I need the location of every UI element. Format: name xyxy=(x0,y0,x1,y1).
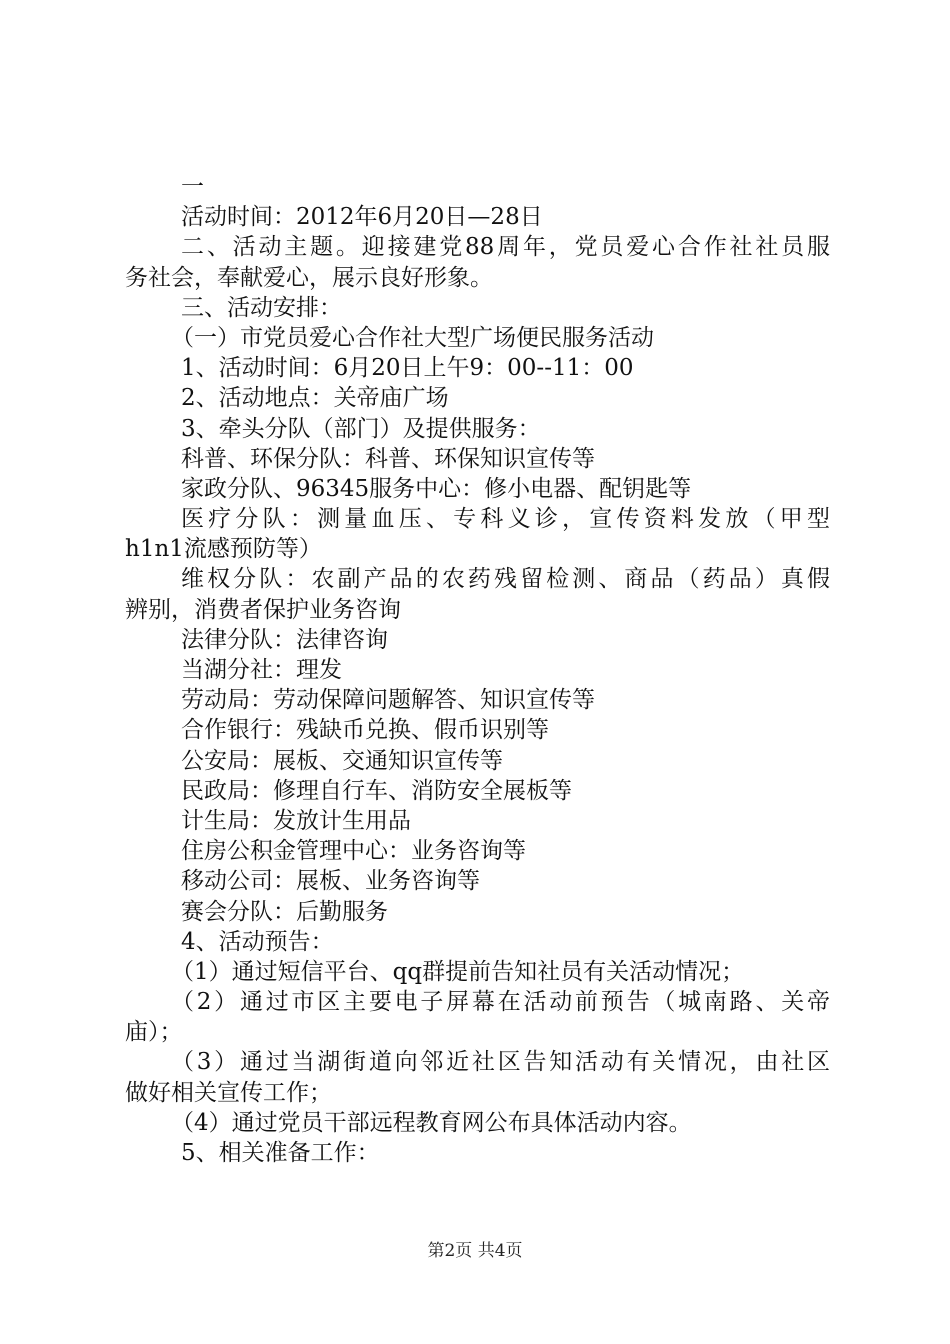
service-item: 法律分队：法律咨询 xyxy=(181,626,388,653)
service-item: 家政分队、96345服务中心：修小电器、配钥匙等 xyxy=(181,475,692,502)
text-line: 1、活动时间：6月20日上午9：00--11：00 xyxy=(181,355,634,382)
subsection-heading: （一）市党员爱心合作社大型广场便民服务活动 xyxy=(171,324,654,351)
service-item: 当湖分社：理发 xyxy=(181,657,342,683)
text-line: 5、相关准备工作： xyxy=(181,1140,380,1166)
service-item: 计生局：发放计生用品 xyxy=(181,807,411,834)
activity-theme-line: 二、活动主题。迎接建党88周年，党员爱心合作社社员服 xyxy=(181,234,830,261)
text-line: 4、活动预告： xyxy=(181,928,334,955)
document-body xyxy=(125,172,830,1168)
service-item: 移动公司：展板、业务咨询等 xyxy=(181,868,480,895)
text-line: h1n1流感预防等） xyxy=(125,536,322,563)
text-line: 2、活动地点：关帝庙广场 xyxy=(181,385,449,412)
notice-item: （3）通过当湖街道向邻近社区告知活动有关情况，由社区 xyxy=(171,1049,830,1076)
notice-item: （2）通过市区主要电子屏幕在活动前预告（城南路、关帝 xyxy=(171,989,830,1016)
page-footer: 第2页 共4页 xyxy=(427,1241,523,1261)
text-line: 3、牵头分队（部门）及提供服务： xyxy=(181,415,541,442)
section-heading: 三、活动安排： xyxy=(181,294,342,321)
text-line: 辨别，消费者保护业务咨询 xyxy=(125,596,401,623)
service-item: 合作银行：残缺币兑换、假币识别等 xyxy=(181,717,549,744)
text-line: 做好相关宣传工作； xyxy=(125,1079,332,1106)
text-line: 庙）； xyxy=(125,1019,183,1046)
service-item: 维权分队：农副产品的农药残留检测、商品（药品）真假 xyxy=(181,566,830,593)
text-line: 一 xyxy=(181,174,204,200)
service-item: 科普、环保分队：科普、环保知识宣传等 xyxy=(181,445,595,472)
notice-item: （4）通过党员干部远程教育网公布具体活动内容。 xyxy=(171,1109,692,1136)
service-item: 民政局：修理自行车、消防安全展板等 xyxy=(181,777,572,804)
text-line: 务社会，奉献爱心，展示良好形象。 xyxy=(125,264,493,291)
activity-time-line: 活动时间：2012年6月20日—28日 xyxy=(181,204,543,231)
service-item: 住房公积金管理中心：业务咨询等 xyxy=(181,838,526,865)
service-item: 劳动局：劳动保障问题解答、知识宣传等 xyxy=(181,687,595,714)
notice-item: （1）通过短信平台、qq群提前告知社员有关活动情况； xyxy=(171,958,745,985)
service-item: 医疗分队：测量血压、专科义诊，宣传资料发放（甲型 xyxy=(181,506,830,533)
service-item: 赛会分队：后勤服务 xyxy=(181,898,388,925)
service-item: 公安局：展板、交通知识宣传等 xyxy=(181,747,503,774)
